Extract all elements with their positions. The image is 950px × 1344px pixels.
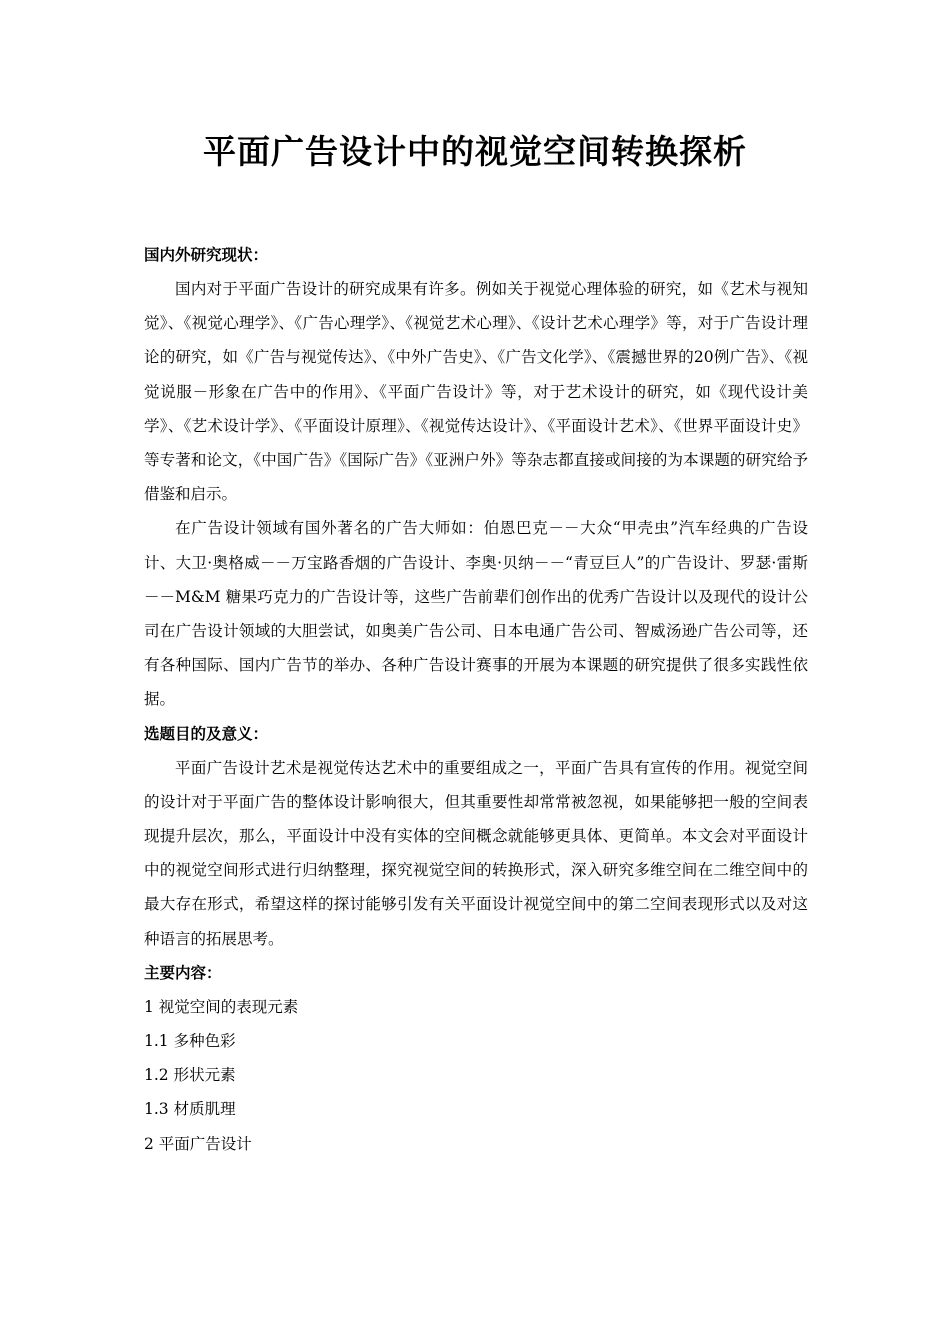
outline-item: 1 视觉空间的表现元素: [144, 997, 299, 1016]
outline-item: 1.2 形状元素: [144, 1066, 236, 1085]
paragraph-foreign-masters: 在广告设计领域有国外著名的广告大师如：伯恩巴克－－大众“甲壳虫”汽车经典的广告设计、大卫·奥格威－－万宝路香烟的广告设计、李奥·贝纳－－“青豆巨人”的广告设计、罗瑟·雷斯－－M&M 糖果巧克力的广告设计等，这些广告前辈们创作出的优秀广告设计以及现代的设计公司在广告设计领域的大胆尝试，如奥美广告公司、日本电通广告公司、智威汤逊广告公司等，还有各种国际、国内广告节的举办、各种广告设计赛事的开展为本课题的研究提供了很多实践性依据。: [144, 519, 808, 709]
section-heading-main-content: 主要内容：: [144, 962, 222, 982]
section-heading-purpose: 选题目的及意义：: [144, 723, 269, 743]
section-heading-research-status: 国内外研究现状：: [144, 245, 269, 264]
document-body: [144, 238, 808, 1161]
outline-item: 1.3 材质肌理: [144, 1100, 236, 1119]
outline-item: 2 平面广告设计: [144, 1134, 252, 1153]
paragraph-purpose: 平面广告设计艺术是视觉传达艺术中的重要组成之一，平面广告具有宣传的作用。视觉空间的设计对于平面广告的整体设计影响很大，但其重要性却常常被忽视，如果能够把一般的空间表现提升层次，那么，平面设计中没有实体的空间概念就能够更具体、更简单。本文会对平面设计中的视觉空间形式进行归纳整理，探究视觉空间的转换形式，深入研究多维空间在二维空间中的最大存在形式，希望这样的探讨能够引发有关平面设计视觉空间中的第二空间表现形式以及对这种语言的拓展思考。: [144, 758, 808, 948]
paragraph-domestic-research: 国内对于平面广告设计的研究成果有许多。例如关于视觉心理体验的研究，如《艺术与视知觉》、《视觉心理学》、《广告心理学》、《视觉艺术心理》、《设计艺术心理学》等，对于广告设计理论的研究，如《广告与视觉传达》、《中外广告史》、《广告文化学》、《震撼世界的20例广告》、《视觉说服－形象在广告中的作用》、《平面广告设计》等，对于艺术设计的研究，如《现代设计美学》、《艺术设计学》、《平面设计原理》、《视觉传达设计》、《平面设计艺术》、《世界平面设计史》等专著和论文，《中国广告》《国际广告》《亚洲户外》等杂志都直接或间接的为本课题的研究给予借鉴和启示。: [144, 280, 808, 504]
outline-item: 1.1 多种色彩: [144, 1032, 236, 1051]
document-title: 平面广告设计中的视觉空间转换探析: [203, 132, 747, 171]
